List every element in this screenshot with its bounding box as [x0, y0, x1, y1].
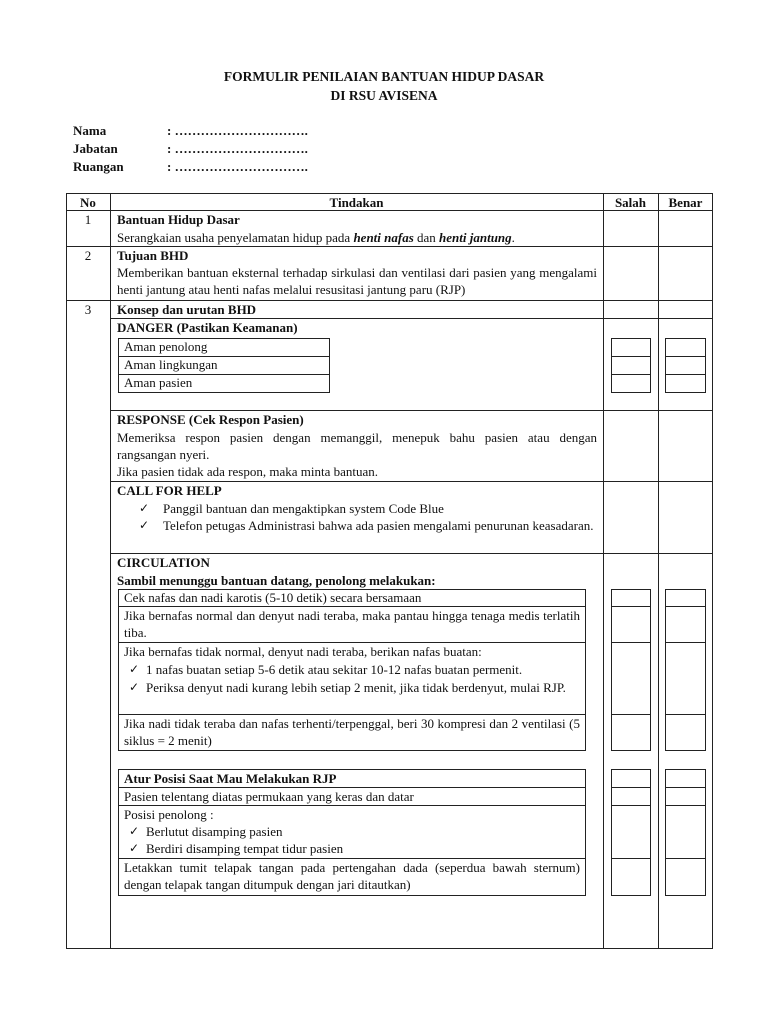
circulation-item: Cek nafas dan nadi karotis (5-10 detik) secara bersamaan	[124, 590, 422, 605]
circulation-check-item: Periksa denyut nadi kurang lebih setiap 2 menit, jika tidak berdenyut, mulai RJP.	[146, 680, 566, 695]
salah-checkbox-group[interactable]	[611, 338, 651, 393]
row-divider	[665, 606, 706, 607]
ruangan-label: Ruangan	[73, 159, 124, 174]
posisi-item: Posisi penolong :	[124, 807, 214, 822]
row-title: Tujuan BHD	[117, 248, 189, 263]
row-title: Konsep dan urutan BHD	[117, 302, 257, 317]
benar-checkbox-group[interactable]	[665, 589, 706, 751]
form-title-line-2: DI RSU AVISENA	[330, 88, 438, 103]
row-divider	[665, 805, 706, 806]
salah-checkbox-group[interactable]	[611, 589, 651, 751]
salah-checkbox-group[interactable]	[611, 769, 651, 896]
call-item: Panggil bantuan dan mengaktipkan system Code Blue	[163, 501, 444, 516]
posisi-check-item: Berlutut disamping pasien	[146, 824, 283, 839]
nama-label: Nama	[73, 123, 107, 138]
benar-checkbox-group[interactable]	[665, 338, 706, 393]
row-divider	[665, 787, 706, 788]
check-icon: ✓	[129, 662, 140, 676]
check-icon: ✓	[139, 501, 150, 515]
row-divider	[611, 642, 651, 643]
row-divider	[665, 642, 706, 643]
jabatan-label: Jabatan	[73, 141, 118, 156]
benar-checkbox-group[interactable]	[665, 769, 706, 896]
row-divider	[665, 714, 706, 715]
row-text: Serangkaian usaha penyelamatan hidup pada henti nafas dan henti jantung.	[117, 230, 515, 245]
circulation-item: Jika nadi tidak teraba dan nafas terhenti/terpenggal, beri 30 kompresi dan 2 ventilasi (5 siklus = 2 menit)	[124, 716, 580, 748]
check-icon: ✓	[129, 824, 140, 838]
col-divider	[603, 193, 604, 949]
header-benar: Benar	[668, 195, 703, 210]
row-divider	[611, 787, 651, 788]
check-icon: ✓	[129, 841, 140, 855]
row-title: Bantuan Hidup Dasar	[117, 212, 240, 227]
row-divider	[611, 606, 651, 607]
row-divider	[665, 356, 706, 357]
danger-title: DANGER (Pastikan Keamanan)	[117, 320, 298, 335]
circulation-title: CIRCULATION	[117, 555, 210, 570]
row-number: 2	[84, 248, 92, 263]
header-no: No	[80, 195, 96, 210]
response-title: RESPONSE (Cek Respon Pasien)	[117, 412, 304, 427]
danger-item: Aman lingkungan	[124, 357, 218, 372]
circulation-item: Jika bernafas tidak normal, denyut nadi teraba, berikan nafas buatan:	[124, 644, 482, 659]
header-salah: Salah	[614, 195, 647, 210]
row-text: Memberikan bantuan eksternal terhadap sirkulasi dan ventilasi dari pasien yang mengalami henti jantung atau henti nafas melalui resusitasi jantung paru (RJP)	[117, 265, 597, 297]
danger-item: Aman penolong	[124, 339, 208, 354]
row-number: 1	[84, 212, 92, 227]
danger-item: Aman pasien	[124, 375, 193, 390]
row-number: 3	[84, 302, 92, 317]
col-divider	[658, 193, 659, 949]
call-item: Telefon petugas Administrasi bahwa ada pasien mengalami penurunan keasadaran.	[163, 518, 594, 533]
row-divider	[665, 374, 706, 375]
posisi-item: Letakkan tumit telapak tangan pada pertengahan dada (seperdua bawah sternum) dengan telapak tangan ditumpuk dengan jari ditautkan)	[124, 860, 580, 892]
response-text: Memeriksa respon pasien dengan memanggil, menepuk bahu pasien atau dengan rangsangan nyeri.	[117, 430, 597, 462]
form-title-line-1: FORMULIR PENILAIAN BANTUAN HIDUP DASAR	[223, 69, 545, 84]
circulation-check-item: 1 nafas buatan setiap 5-6 detik atau sekitar 10-12 nafas buatan permenit.	[146, 662, 523, 677]
ruangan-field[interactable]: : ………………………….	[167, 159, 308, 174]
posisi-title: Atur Posisi Saat Mau Melakukan RJP	[124, 771, 337, 786]
row-divider	[611, 356, 651, 357]
check-icon: ✓	[139, 518, 150, 532]
col-divider	[110, 193, 111, 949]
call-title: CALL FOR HELP	[117, 483, 222, 498]
jabatan-field[interactable]: : ………………………….	[167, 141, 308, 156]
row-divider	[665, 858, 706, 859]
check-icon: ✓	[129, 680, 140, 694]
row-divider	[611, 805, 651, 806]
row-divider	[611, 858, 651, 859]
header-tindakan: Tindakan	[329, 195, 384, 210]
nama-field[interactable]: : ………………………….	[167, 123, 308, 138]
row-divider	[611, 714, 651, 715]
posisi-check-item: Berdiri disamping tempat tidur pasien	[146, 841, 344, 856]
response-text-2: Jika pasien tidak ada respon, maka minta bantuan.	[117, 464, 379, 479]
circulation-item: Jika bernafas normal dan denyut nadi teraba, maka pantau hingga tenaga medis terlatih tiba.	[124, 608, 580, 640]
circulation-subtitle: Sambil menunggu bantuan datang, penolong melakukan:	[117, 573, 436, 588]
posisi-item: Pasien telentang diatas permukaan yang keras dan datar	[124, 789, 414, 804]
row-divider	[611, 374, 651, 375]
